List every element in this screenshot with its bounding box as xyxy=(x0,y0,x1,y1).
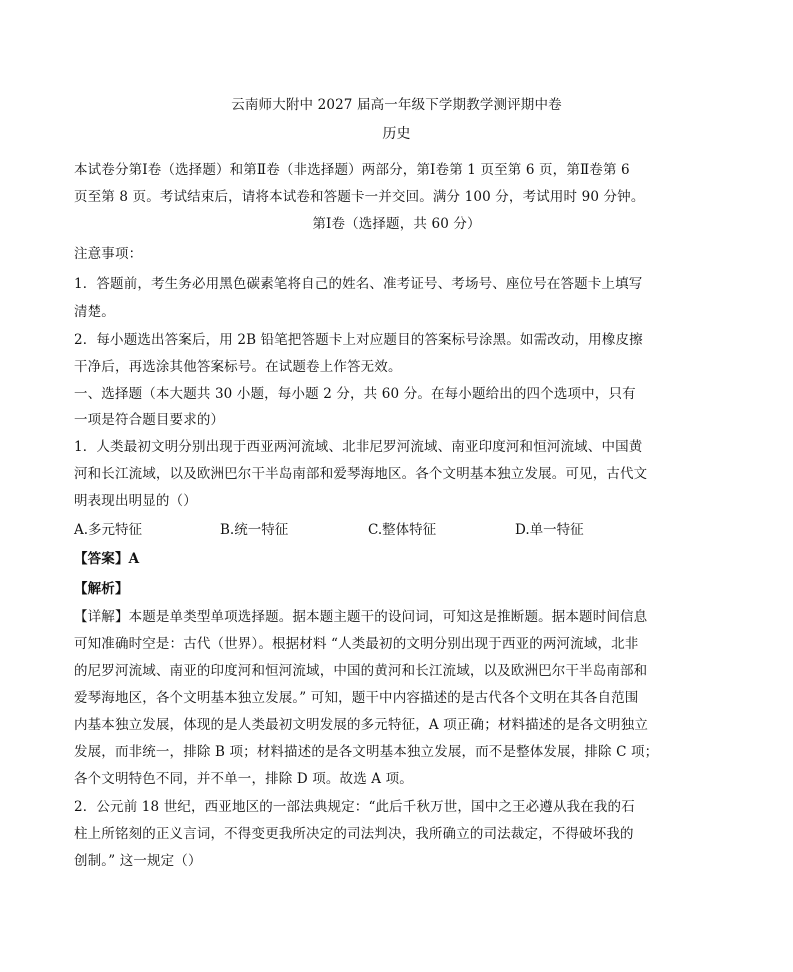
q2-stem-line-1: 2．公元前 18 世纪，西亚地区的一部法典规定：“此后千秋万世，国中之王必遵从我在我的石 xyxy=(74,799,635,815)
q1-answer: 【答案】A xyxy=(74,551,140,567)
q1-detail-line-3: 的尼罗河流域、南亚的印度河和恒河流域，中国的黄河和长江流域，以及欧洲巴尔干半岛南部和 xyxy=(74,663,648,679)
q1-detail-line-1: 【详解】本题是单类型单项选择题。据本题主题干的设问词，可知这是推断题。据本题时间信息 xyxy=(74,609,648,625)
q1-detail-line-5: 内基本独立发展，体现的是人类最初文明发展的多元特征，A 项正确；材料描述的是各文明独立 xyxy=(74,717,648,733)
q1-option-a: A.多元特征 xyxy=(74,522,143,538)
q1-option-d: D.单一特征 xyxy=(515,522,584,538)
exam-title: 云南师大附中 2027 届高一年级下学期教学测评期中卷 xyxy=(231,97,562,113)
q1-detail-line-6: 发展，而非统一，排除 B 项；材料描述的是各文明基本独立发展，而不是整体发展，排除 C 项； xyxy=(74,744,659,760)
q1-analysis-heading: 【解析】 xyxy=(74,581,129,597)
q2-stem-line-2: 柱上所铭刻的正义言词，不得变更我所决定的司法判决，我所确立的司法裁定，不得破坏我的 xyxy=(74,826,634,842)
q1-detail-line-4: 爱琴海地区，各个文明基本独立发展。” 可知，题干中内容描述的是古代各个文明在其各自范围 xyxy=(74,690,639,706)
q1-option-c: C.整体特征 xyxy=(368,522,437,538)
subject-title: 历史 xyxy=(382,126,411,142)
q2-stem-line-3: 创制。” 这一规定（） xyxy=(74,853,202,869)
section1-title: 第Ⅰ卷（选择题，共 60 分） xyxy=(312,216,481,232)
notice-item-2-line-1: 2．每小题选出答案后，用 2B 铅笔把答题卡上对应题目的答案标号涂黑。如需改动，用橡皮擦 xyxy=(74,332,643,348)
q1-stem-line-3: 明表现出明显的（） xyxy=(74,493,197,509)
q1-stem-line-1: 1．人类最初文明分别出现于西亚两河流域、北非尼罗河流域、南亚印度河和恒河流域、中国黄 xyxy=(74,439,643,455)
q1-detail-line-2: 可知准确时空是：古代（世界）。根据材料 “人类最初的文明分别出现于西亚的两河流域，北非 xyxy=(74,636,639,652)
intro-line-1: 本试卷分第Ⅰ卷（选择题）和第Ⅱ卷（非选择题）两部分，第Ⅰ卷第 1 页至第 6 页，第Ⅱ卷第 6 xyxy=(74,162,630,178)
notice-item-1-line-2: 清楚。 xyxy=(74,304,115,320)
part1-line-1: 一、选择题（本大题共 30 小题，每小题 2 分，共 60 分。在每小题给出的四个选项中，只有 xyxy=(74,386,636,402)
notice-heading: 注意事项： xyxy=(74,246,143,262)
notice-item-1-line-1: 1．答题前，考生务必用黑色碳素笔将自己的姓名、准考证号、考场号、座位号在答题卡上填写 xyxy=(74,276,643,292)
notice-item-2-line-2: 干净后，再选涂其他答案标号。在试题卷上作答无效。 xyxy=(74,359,402,375)
q1-option-b: B.统一特征 xyxy=(220,522,289,538)
intro-line-2: 页至第 8 页。考试结束后，请将本试卷和答题卡一并交回。满分 100 分，考试用时 90 分钟。 xyxy=(74,189,645,205)
q1-detail-line-7: 各个文明特色不同，并不单一，排除 D 项。故选 A 项。 xyxy=(74,771,413,787)
part1-line-2: 一项是符合题目要求的） xyxy=(74,412,225,428)
q1-stem-line-2: 河和长江流域，以及欧洲巴尔干半岛南部和爱琴海地区。各个文明基本独立发展。可见，古代文 xyxy=(74,466,648,482)
